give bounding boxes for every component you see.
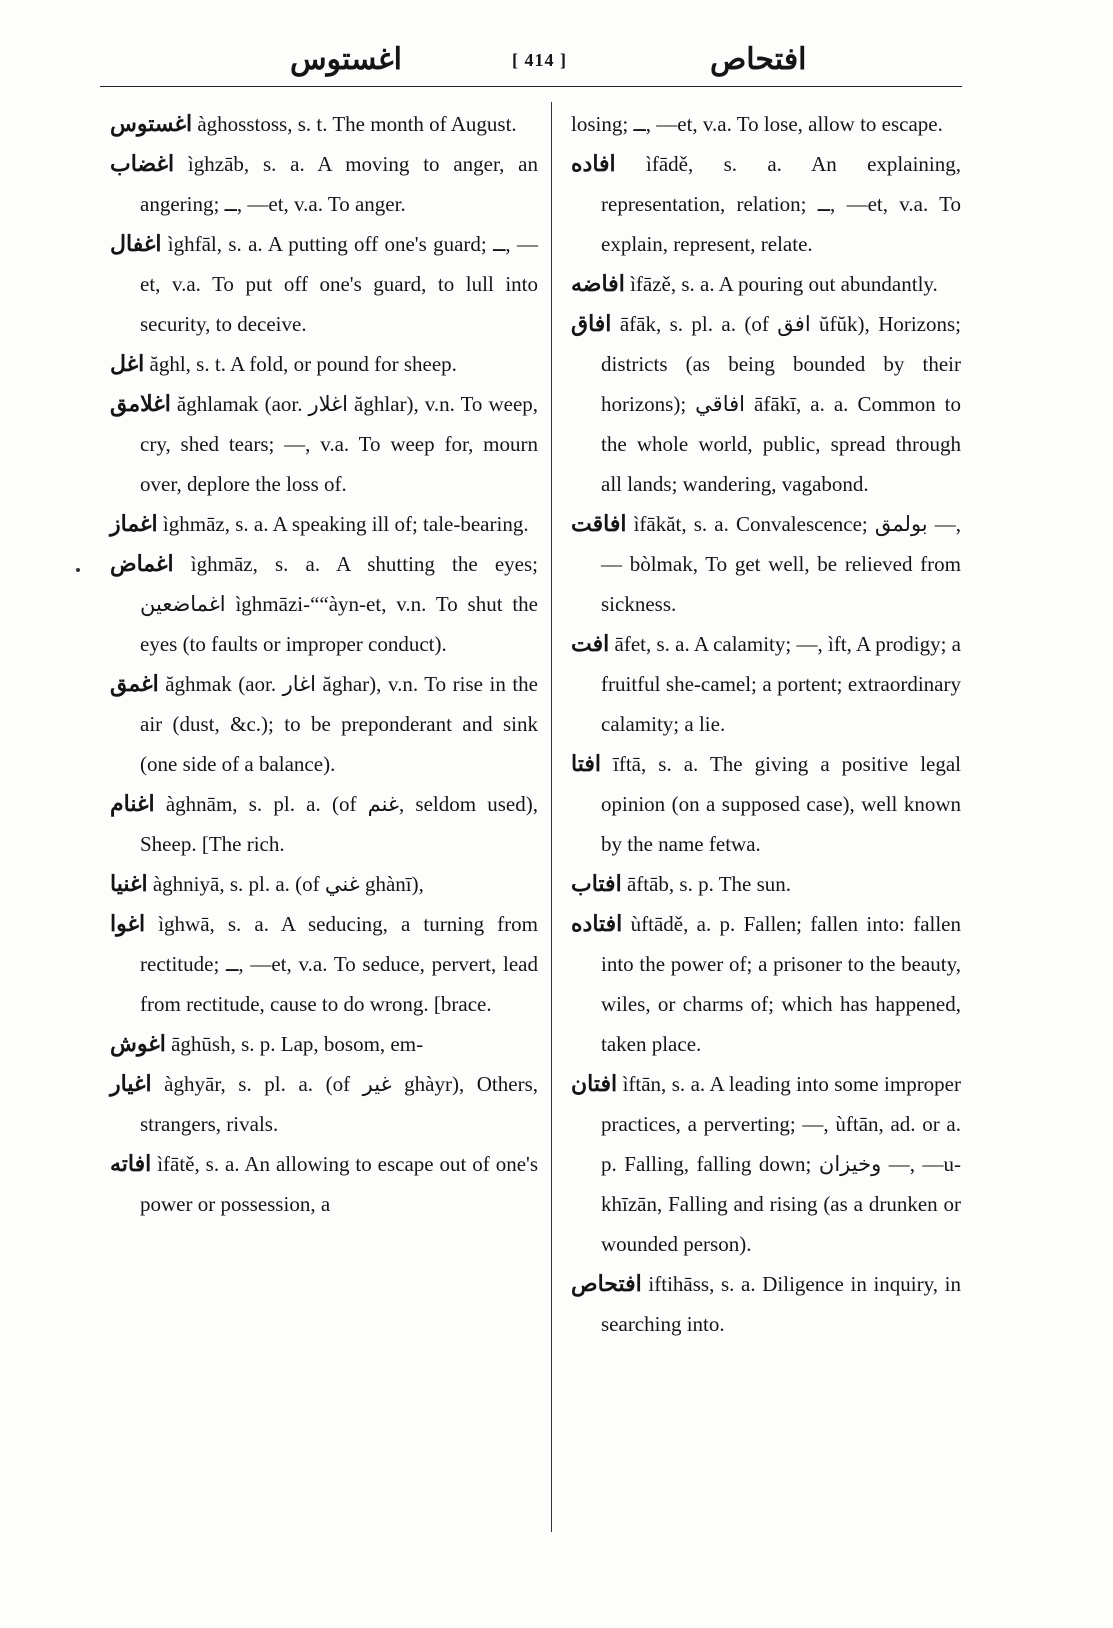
dictionary-entry <box>571 304 961 504</box>
arabic-headword: افاده <box>571 151 616 176</box>
entry-text: ìghfāl, s. a. A putting off one's guard; ــ, —et, v.a. To put off one's guard, to lull into security, to deceive. <box>140 232 538 336</box>
arabic-headword: افت <box>571 631 610 656</box>
dictionary-entry <box>110 144 538 224</box>
arabic-headword: اغماض <box>110 551 174 576</box>
arabic-headword: افتا <box>571 751 601 776</box>
entry-text: ăghl, s. t. A fold, or pound for sheep. <box>149 352 457 376</box>
entry-text: ăghlamak (aor. اغلار ăghlar), v.n. To weep, cry, shed tears; —, v.a. To weep for, mourn over, deplore the loss of. <box>140 392 539 496</box>
arabic-headword: اغيار <box>110 1071 152 1096</box>
entry-text: ìghmāz, s. a. A shutting the eyes; اغماضعين ìghmāzi-““àyn-et, v.n. To shut the eyes (to faults or improper conduct). <box>140 552 538 656</box>
entry-text: ìghzāb, s. a. A moving to anger, an angering; ــ, —et, v.a. To anger. <box>140 152 539 216</box>
entry-text: āfāk, s. pl. a. (of افق ŭfŭk), Horizons; districts (as being bounded by their horizons); افاقي āfākī, a. a. Common to the whole world, public, spread through all lands; wandering, vagabond. <box>601 312 962 496</box>
arabic-headword: اغل <box>110 351 145 376</box>
arabic-headword: اغفال <box>110 231 162 256</box>
dictionary-entry <box>110 784 538 864</box>
page-header <box>100 38 960 88</box>
header-right-word: افتحاص <box>710 43 807 76</box>
entry-text: īftā, s. a. The giving a positive legal opinion (on a supposed case), well known by the name fetwa. <box>601 752 961 856</box>
arabic-headword: اغلامق <box>110 391 171 416</box>
arabic-headword: افتحاص <box>571 1271 642 1296</box>
dictionary-entry <box>110 384 538 504</box>
dictionary-entry <box>110 1144 538 1224</box>
margin-dot <box>76 568 80 572</box>
arabic-headword: افاق <box>571 311 612 336</box>
entry-text: ìftān, s. a. A leading into some improper practices, a perverting; —, ùftān, ad. or a. p. Falling, falling down; وخيزان —, —u-khīzān, Falling and rising (as a drunken or wounded person). <box>601 1072 961 1256</box>
arabic-headword: افتاده <box>571 911 623 936</box>
dictionary-entry <box>571 144 961 264</box>
dictionary-entry-continued <box>571 104 961 144</box>
header-left-word: اغستوس <box>290 43 402 76</box>
arabic-headword: اغنيا <box>110 871 148 896</box>
header-rule <box>100 86 962 87</box>
dictionary-entry <box>110 504 538 544</box>
dictionary-entry <box>110 1024 538 1064</box>
dictionary-entry <box>110 344 538 384</box>
dictionary-entry <box>110 904 538 1024</box>
entry-text: ăghmak (aor. اغار ăghar), v.n. To rise in the air (dust, &c.); to be preponderant and sink (one side of a balance). <box>140 672 538 776</box>
arabic-headword: اغستوس <box>110 111 193 136</box>
entry-text: ìfākăt, s. a. Convalescence; بولمق —, — bòlmak, To get well, be relieved from sickness. <box>601 512 962 616</box>
arabic-headword: اغنام <box>110 791 155 816</box>
arabic-headword: اغضاب <box>110 151 175 176</box>
arabic-headword: اغماز <box>110 511 158 536</box>
dictionary-entry <box>571 864 961 904</box>
entry-text: àghnām, s. pl. a. (of غنم, seldom used), Sheep. [The rich. <box>140 792 538 856</box>
dictionary-entry <box>571 624 961 744</box>
arabic-headword: افاته <box>110 1151 152 1176</box>
arabic-headword: اغوا <box>110 911 146 936</box>
entry-text: āftāb, s. p. The sun. <box>626 872 792 896</box>
dictionary-entry <box>110 544 538 664</box>
column-divider <box>551 102 552 1532</box>
dictionary-entry <box>571 1064 961 1264</box>
arabic-headword: افتاب <box>571 871 622 896</box>
dictionary-entry <box>571 744 961 864</box>
entry-text: losing; ــ, —et, v.a. To lose, allow to escape. <box>571 112 943 136</box>
dictionary-entry <box>110 224 538 344</box>
entry-text: āfet, s. a. A calamity; —, ìft, A prodigy; a fruitful she-camel; a portent; extraordinary calamity; a lie. <box>601 632 961 736</box>
entry-text: àghniyā, s. pl. a. (of غني ghànī), <box>152 872 424 896</box>
arabic-headword: افاضه <box>571 271 625 296</box>
dictionary-entry <box>571 1264 961 1344</box>
arabic-headword: افاقت <box>571 511 627 536</box>
dictionary-entry <box>571 264 961 304</box>
dictionary-entry <box>110 1064 538 1144</box>
entry-text: ìfādě, s. a. An explaining, representation, relation; ــ, —et, v.a. To explain, represent, relate. <box>601 152 961 256</box>
left-column <box>110 104 538 1224</box>
entry-text: àghyār, s. pl. a. (of غير ghàyr), Others, strangers, rivals. <box>140 1072 539 1136</box>
page-number: [ 414 ] <box>512 50 567 70</box>
dictionary-entry <box>571 504 961 624</box>
arabic-headword: اغوش <box>110 1031 166 1056</box>
dictionary-entry <box>110 864 538 904</box>
entry-text: ìfātě, s. a. An allowing to escape out of one's power or possession, a <box>140 1152 538 1216</box>
right-column <box>571 104 961 1344</box>
dictionary-entry <box>571 904 961 1064</box>
entry-text: ìfāzě, s. a. A pouring out abundantly. <box>630 272 938 296</box>
entry-text: ùftādě, a. p. Fallen; fallen into: fallen into the power of; a prisoner to the beauty, wiles, or charms of; which has happened, taken place. <box>601 912 962 1056</box>
entry-text: iftihāss, s. a. Diligence in inquiry, in searching into. <box>601 1272 961 1336</box>
arabic-headword: اغمق <box>110 671 159 696</box>
entry-text: āghūsh, s. p. Lap, bosom, em- <box>171 1032 424 1056</box>
dictionary-entry <box>110 664 538 784</box>
entry-text: ìghmāz, s. a. A speaking ill of; tale-bearing. <box>162 512 529 536</box>
entry-text: ìghwā, s. a. A seducing, a turning from rectitude; ــ, —et, v.a. To seduce, pervert, lead from rectitude, cause to do wrong. [brace. <box>140 912 539 1016</box>
arabic-headword: افتان <box>571 1071 618 1096</box>
entry-text: àghosstoss, s. t. The month of August. <box>197 112 517 136</box>
dictionary-entry <box>110 104 538 144</box>
